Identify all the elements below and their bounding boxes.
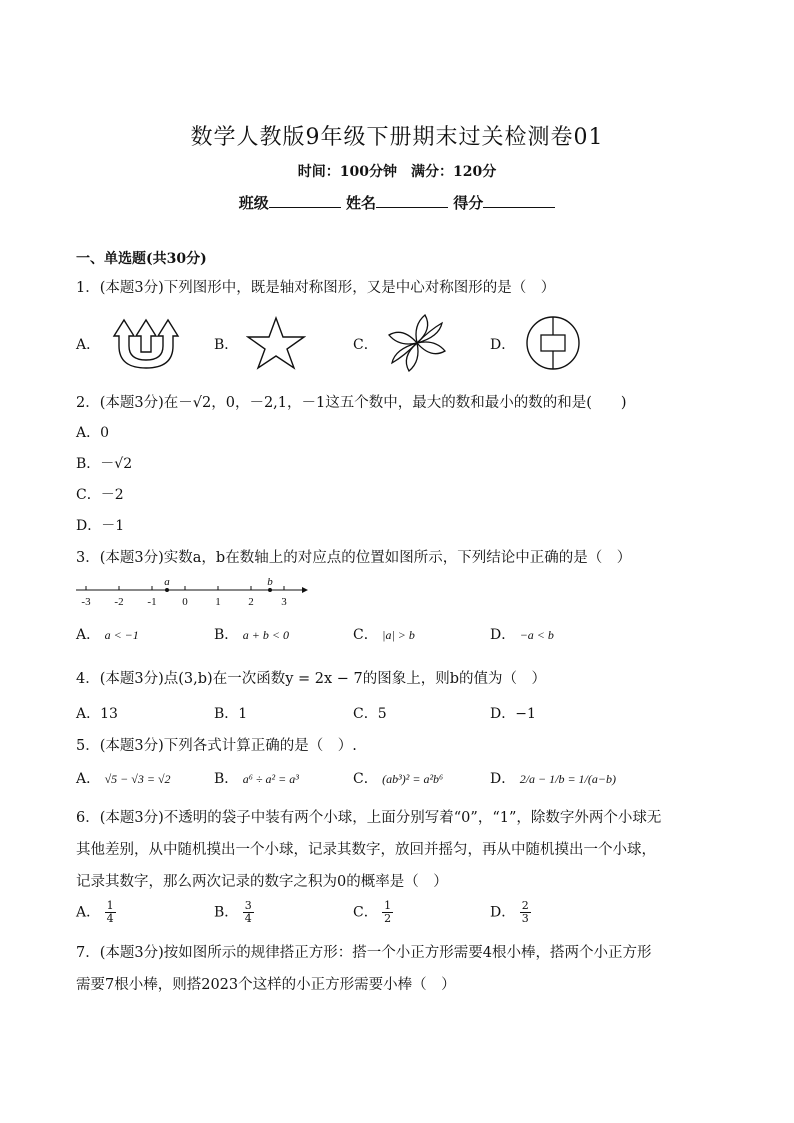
question-7-line-1: 7．(本题3分)按如图所示的规律搭正方形：搭一个小正方形需要4根小棒，搭两个小正方形: [76, 945, 652, 961]
score-label: 得分: [453, 194, 484, 212]
q2-option-b[interactable]: B．－√2: [76, 456, 133, 472]
tick-label: -2: [114, 596, 124, 608]
q5-option-c[interactable]: C． (ab³)² = a²b⁶: [353, 771, 444, 787]
q2-option-c[interactable]: C．－2: [76, 487, 124, 503]
question-6-line-1: 6．(本题3分)不透明的袋子中装有两个小球，上面分别写着“0”，“1”，除数字外两个小球无: [76, 810, 662, 826]
q2-option-d[interactable]: D．－1: [76, 518, 125, 534]
page-title: 数学人教版9年级下册期末过关检测卷01: [190, 125, 604, 150]
q1-option-a[interactable]: A．: [76, 337, 101, 353]
q4-option-c[interactable]: C．5: [353, 706, 387, 722]
tick-label: -3: [81, 596, 91, 608]
name-label: 姓名: [345, 194, 376, 212]
fraction: $\frac{1}{4}$: [106, 899, 114, 925]
q6-option-a[interactable]: A． $\frac{1}{4}$: [76, 899, 114, 925]
class-label: 班级: [238, 194, 269, 212]
question-4-stem: 4．(本题3分)点(3,b)在一次函数y = 2x − 7的图象上，则b的值为（ ）: [76, 671, 547, 687]
coin-icon: [524, 314, 582, 372]
q1-option-d[interactable]: D．: [490, 337, 516, 353]
question-2-stem: 2．(本题3分)在－√2，0，－2,1，－1这五个数中，最大的数和最小的数的和是( ): [76, 395, 627, 411]
question-1-stem: 1．(本题3分)下列图形中，既是轴对称图形，又是中心对称图形的是（ ）: [76, 280, 556, 296]
number-line-figure: [72, 572, 312, 610]
q3-option-a[interactable]: A． a < −1: [76, 627, 139, 643]
q1-option-c[interactable]: C．: [353, 337, 378, 353]
name-blank[interactable]: [376, 193, 448, 208]
point-b-dot: [268, 588, 272, 592]
three-arrows-icon: [108, 316, 184, 370]
section-title: 一、单选题(共30分): [76, 251, 207, 267]
tick-label: 3: [281, 596, 287, 608]
question-6-line-2: 其他差别，从中随机摸出一个小球，记录其数字，放回并摇匀，再从中随机摸出一个小球，: [76, 842, 656, 858]
fraction: $\frac{2}{3}$: [521, 899, 529, 925]
q5-option-a[interactable]: A． √5 − √3 = √2: [76, 771, 171, 787]
q1-option-b[interactable]: B．: [214, 337, 239, 353]
q4-option-a[interactable]: A．13: [76, 706, 118, 722]
score-blank[interactable]: [483, 193, 555, 208]
q3-option-d[interactable]: D． −a < b: [490, 627, 554, 643]
point-b-label: b: [267, 576, 273, 588]
fraction: $\frac{1}{2}$: [384, 899, 392, 925]
student-info-row: [0, 192, 794, 213]
q6-option-d[interactable]: D． $\frac{2}{3}$: [490, 899, 529, 925]
question-5-stem: 5．(本题3分)下列各式计算正确的是（ ）.: [76, 738, 357, 754]
class-blank[interactable]: [269, 193, 341, 208]
exam-time-score: 时间：100分钟 满分：120分: [297, 164, 497, 180]
tick-label: -1: [147, 596, 157, 608]
tick-label: 2: [248, 596, 254, 608]
point-a-dot: [165, 588, 169, 592]
q2-option-a[interactable]: A．0: [76, 425, 110, 441]
tick-label: 0: [182, 596, 188, 608]
question-3-stem: 3．(本题3分)实数a，b在数轴上的对应点的位置如图所示，下列结论中正确的是（ ）: [76, 550, 632, 566]
q5-option-b[interactable]: B． a⁶ ÷ a² = a³: [214, 771, 299, 787]
q5-option-d[interactable]: D． 2/a − 1/b = 1/(a−b): [490, 771, 616, 787]
q3-option-c[interactable]: C． |a| > b: [353, 627, 415, 643]
q4-option-d[interactable]: D．−1: [490, 706, 536, 722]
pinwheel-icon: [384, 312, 450, 374]
fraction: $\frac{3}{4}$: [244, 899, 252, 925]
point-a-label: a: [164, 576, 170, 588]
question-7-line-2: 需要7根小棒，则搭2023个这样的小正方形需要小棒（ ）: [76, 977, 456, 993]
q6-option-c[interactable]: C． $\frac{1}{2}$: [353, 899, 392, 925]
tick-label: 1: [215, 596, 221, 608]
q3-option-b[interactable]: B． a + b < 0: [214, 627, 289, 643]
star-icon: [246, 316, 306, 370]
q6-option-b[interactable]: B． $\frac{3}{4}$: [214, 899, 252, 925]
q4-option-b[interactable]: B．1: [214, 706, 248, 722]
question-6-line-3: 记录其数字，那么两次记录的数字之积为0的概率是（ ）: [76, 874, 448, 890]
